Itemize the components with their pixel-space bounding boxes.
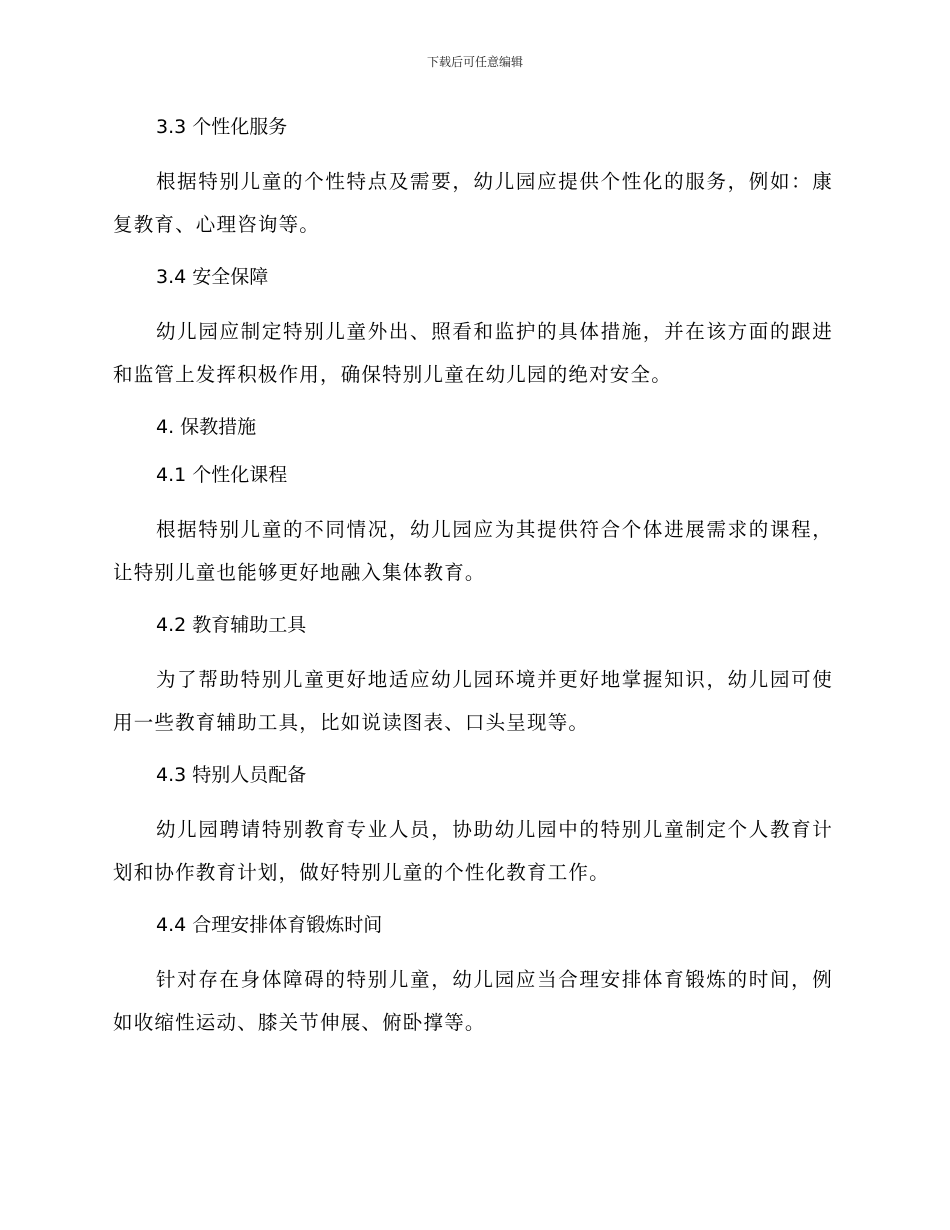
- section-paragraph-4-1: 根据特别儿童的不同情况，幼儿园应为其提供符合个体进展需求的课程，让特别儿童也能够更好地融入集体教育。: [113, 518, 833, 584]
- section-paragraph-3-3: 根据特别儿童的个性特点及需要，幼儿园应提供个性化的服务，例如：康复教育、心理咨询等。: [113, 170, 833, 236]
- section-heading-4-3: 4.3 特别人员配备: [156, 764, 307, 786]
- section-heading-4-1: 4.1 个性化课程: [156, 464, 288, 486]
- section-heading-4-4: 4.4 合理安排体育锻炼时间: [156, 914, 383, 936]
- section-heading-3-4: 3.4 安全保障: [156, 266, 269, 288]
- section-heading-4-2: 4.2 教育辅助工具: [156, 614, 307, 636]
- section-heading-3-3: 3.3 个性化服务: [156, 116, 288, 138]
- section-paragraph-4-3: 幼儿园聘请特别教育专业人员，协助幼儿园中的特别儿童制定个人教育计划和协作教育计划，做好特别儿童的个性化教育工作。: [113, 818, 833, 884]
- page-header-note: 下载后可任意编辑: [426, 55, 523, 69]
- section-paragraph-3-4: 幼儿园应制定特别儿童外出、照看和监护的具体措施，并在该方面的跟进和监管上发挥积极作用，确保特别儿童在幼儿园的绝对安全。: [113, 320, 833, 386]
- document-body: [113, 112, 833, 1060]
- section-paragraph-4-4: 针对存在身体障碍的特别儿童，幼儿园应当合理安排体育锻炼的时间，例如收缩性运动、膝关节伸展、俯卧撑等。: [113, 968, 833, 1034]
- section-heading-4: 4. 保教措施: [156, 416, 257, 438]
- section-paragraph-4-2: 为了帮助特别儿童更好地适应幼儿园环境并更好地掌握知识，幼儿园可使用一些教育辅助工具，比如说读图表、口头呈现等。: [113, 668, 833, 734]
